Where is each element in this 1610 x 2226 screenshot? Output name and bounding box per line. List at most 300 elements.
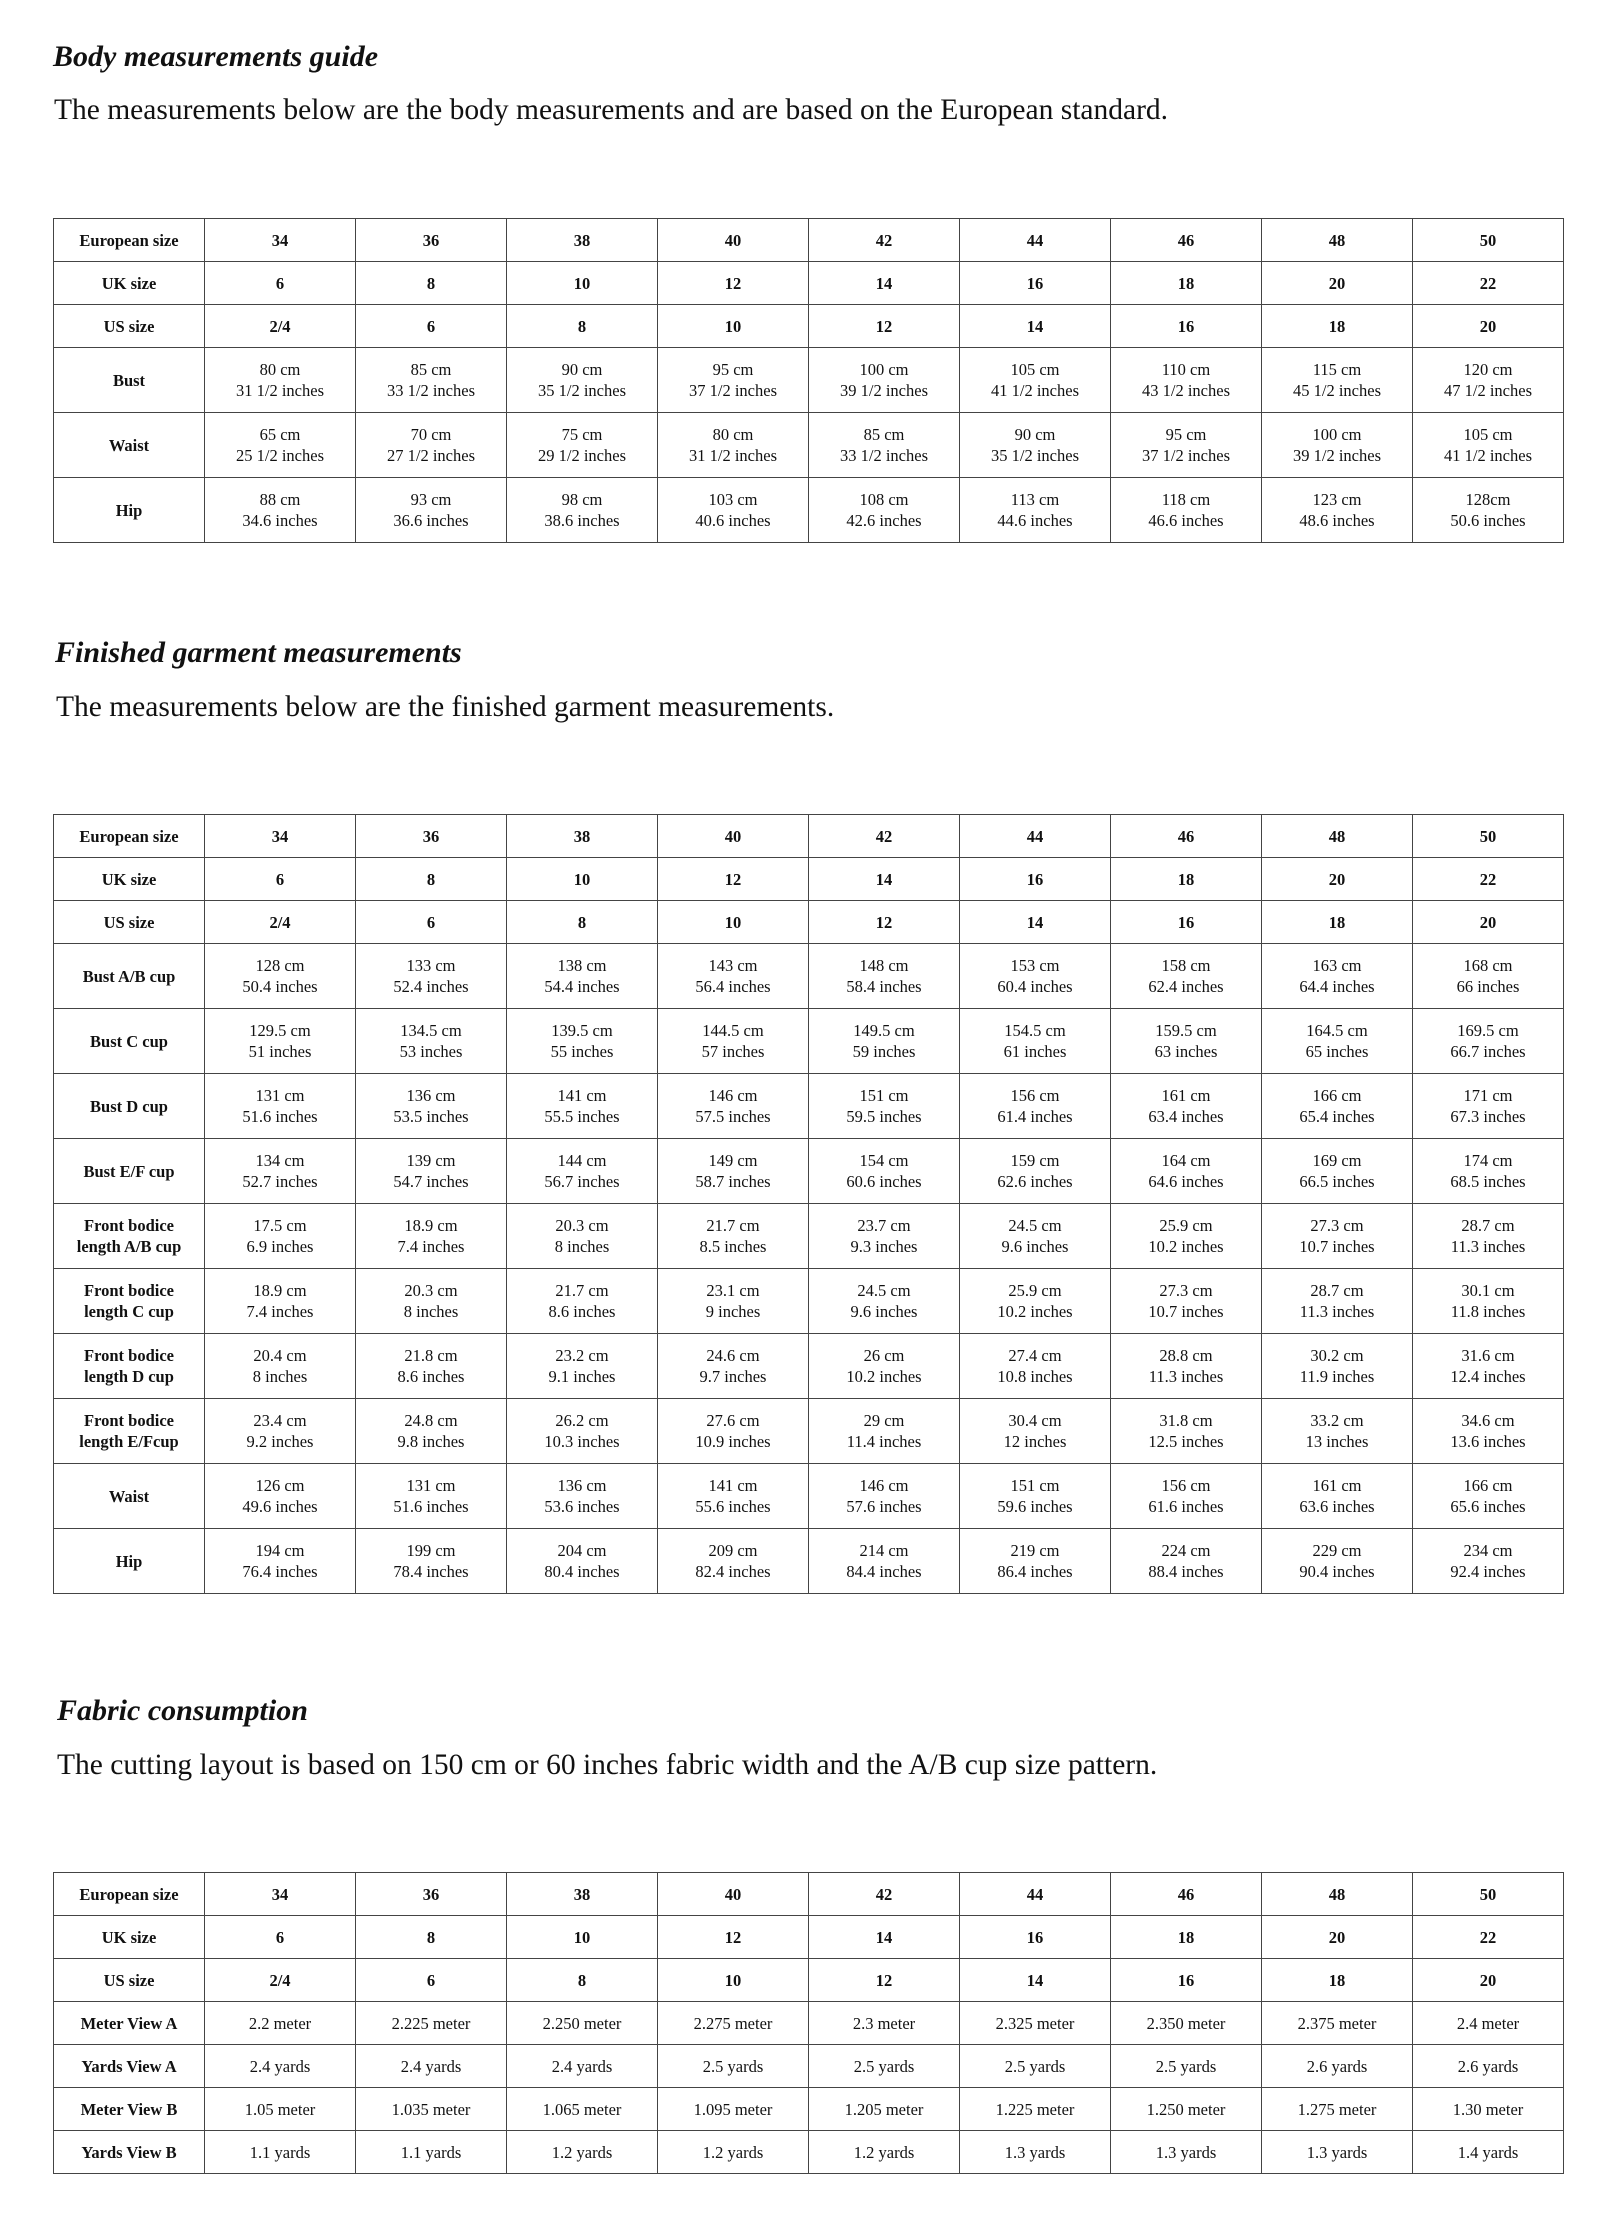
cm-value: 234 cm xyxy=(1463,1541,1513,1560)
measurement-cell xyxy=(356,478,507,543)
inch-value: 59.5 inches xyxy=(846,1107,922,1126)
measurement-cell xyxy=(658,413,809,478)
inch-value: 51 inches xyxy=(248,1042,312,1061)
size-cell: 18 xyxy=(1111,1916,1262,1959)
cm-value: 161 cm xyxy=(1312,1476,1362,1495)
size-cell: 20 xyxy=(1262,1916,1413,1959)
row-label-line: Waist xyxy=(108,435,150,455)
row-label: European size xyxy=(54,1873,205,1916)
row-label xyxy=(54,944,205,1009)
inch-value: 57.6 inches xyxy=(846,1497,922,1516)
measurement-cell xyxy=(1111,1009,1262,1074)
row-label-line: Bust xyxy=(112,370,146,390)
inch-value: 57.5 inches xyxy=(695,1107,771,1126)
inch-value: 61.4 inches xyxy=(997,1107,1073,1126)
finished-garment-table xyxy=(53,814,1564,1594)
size-cell: 14 xyxy=(809,858,960,901)
cm-value: 149 cm xyxy=(708,1151,758,1170)
size-cell: 46 xyxy=(1111,219,1262,262)
measurement-cell xyxy=(658,1009,809,1074)
cm-value: 149.5 cm xyxy=(853,1021,915,1040)
measurement-cell xyxy=(356,1399,507,1464)
cm-value: 25.9 cm xyxy=(1159,1216,1213,1235)
size-cell: 38 xyxy=(507,219,658,262)
fabric-cell: 2.6 yards xyxy=(1262,2045,1413,2088)
size-cell: 14 xyxy=(960,305,1111,348)
inch-value: 33 1/2 inches xyxy=(840,446,928,465)
cm-value: 129.5 cm xyxy=(249,1021,311,1040)
inch-value: 10.2 inches xyxy=(1148,1237,1224,1256)
fabric-cell: 2.250 meter xyxy=(507,2002,658,2045)
inch-value: 25 1/2 inches xyxy=(236,446,324,465)
size-cell: 6 xyxy=(205,1916,356,1959)
inch-value: 59 inches xyxy=(852,1042,916,1061)
cm-value: 27.6 cm xyxy=(706,1411,760,1430)
size-header-row xyxy=(54,858,1564,901)
measurement-cell xyxy=(1262,1204,1413,1269)
row-label-line: length C cup xyxy=(84,1302,174,1321)
measurement-cell xyxy=(809,1139,960,1204)
row-label: US size xyxy=(54,1959,205,2002)
cm-value: 139.5 cm xyxy=(551,1021,613,1040)
measurement-cell xyxy=(1262,1269,1413,1334)
measurement-cell xyxy=(356,1009,507,1074)
cm-value: 21.7 cm xyxy=(555,1281,609,1300)
measurement-cell xyxy=(809,413,960,478)
cm-value: 25.9 cm xyxy=(1008,1281,1062,1300)
inch-value: 35 1/2 inches xyxy=(538,381,626,400)
cm-value: 24.5 cm xyxy=(857,1281,911,1300)
size-cell: 34 xyxy=(205,1873,356,1916)
inch-value: 35 1/2 inches xyxy=(991,446,1079,465)
fabric-cell: 2.5 yards xyxy=(658,2045,809,2088)
cm-value: 28.8 cm xyxy=(1159,1346,1213,1365)
size-header-row xyxy=(54,1873,1564,1916)
inch-value: 41 1/2 inches xyxy=(991,381,1079,400)
inch-value: 45 1/2 inches xyxy=(1293,381,1381,400)
inch-value: 42.6 inches xyxy=(846,511,922,530)
size-cell: 6 xyxy=(356,305,507,348)
cm-value: 148 cm xyxy=(859,956,909,975)
cm-value: 168 cm xyxy=(1463,956,1513,975)
cm-value: 229 cm xyxy=(1312,1541,1362,1560)
measurement-cell xyxy=(1262,1009,1413,1074)
cm-value: 28.7 cm xyxy=(1310,1281,1364,1300)
cm-value: 26 cm xyxy=(863,1346,905,1365)
row-label xyxy=(54,1074,205,1139)
measurement-cell xyxy=(809,1529,960,1594)
row-label-line: Bust E/F cup xyxy=(83,1161,175,1181)
fabric-cell: 2.6 yards xyxy=(1413,2045,1564,2088)
measurement-cell xyxy=(507,478,658,543)
inch-value: 31 1/2 inches xyxy=(689,446,777,465)
cm-value: 163 cm xyxy=(1312,956,1362,975)
cm-value: 123 cm xyxy=(1312,490,1362,509)
cm-value: 159.5 cm xyxy=(1155,1021,1217,1040)
measurement-cell xyxy=(205,944,356,1009)
inch-value: 33 1/2 inches xyxy=(387,381,475,400)
cm-value: 128 cm xyxy=(255,956,305,975)
size-cell: 38 xyxy=(507,1873,658,1916)
size-cell: 8 xyxy=(507,305,658,348)
cm-value: 108 cm xyxy=(859,490,909,509)
measurement-cell xyxy=(1413,478,1564,543)
size-cell: 2/4 xyxy=(205,901,356,944)
fabric-consumption-table xyxy=(53,1872,1564,2174)
row-label xyxy=(54,348,205,413)
measurement-cell xyxy=(507,1464,658,1529)
cm-value: 164 cm xyxy=(1161,1151,1211,1170)
inch-value: 58.7 inches xyxy=(695,1172,771,1191)
cm-value: 131 cm xyxy=(406,1476,456,1495)
fabric-cell: 1.4 yards xyxy=(1413,2131,1564,2174)
cm-value: 154 cm xyxy=(859,1151,909,1170)
cm-value: 100 cm xyxy=(1312,425,1362,444)
measurement-cell xyxy=(658,1464,809,1529)
inch-value: 86.4 inches xyxy=(997,1562,1073,1581)
body-measurements-heading: Body measurements guide xyxy=(53,40,379,73)
inch-value: 31 1/2 inches xyxy=(236,381,324,400)
cm-value: 133 cm xyxy=(406,956,456,975)
inch-value: 9.8 inches xyxy=(397,1432,465,1451)
cm-value: 120 cm xyxy=(1463,360,1513,379)
inch-value: 9.2 inches xyxy=(246,1432,314,1451)
measurement-cell xyxy=(960,1334,1111,1399)
cm-value: 159 cm xyxy=(1010,1151,1060,1170)
size-cell: 48 xyxy=(1262,219,1413,262)
measurement-cell xyxy=(1413,1464,1564,1529)
cm-value: 169.5 cm xyxy=(1457,1021,1519,1040)
size-cell: 38 xyxy=(507,815,658,858)
measurement-cell xyxy=(960,1269,1111,1334)
size-cell: 12 xyxy=(809,901,960,944)
cm-value: 27.3 cm xyxy=(1159,1281,1213,1300)
row-label-line: Front bodice xyxy=(84,1216,174,1235)
cm-value: 166 cm xyxy=(1312,1086,1362,1105)
fabric-cell: 2.4 meter xyxy=(1413,2002,1564,2045)
cm-value: 30.4 cm xyxy=(1008,1411,1062,1430)
cm-value: 169 cm xyxy=(1312,1151,1362,1170)
measurement-cell xyxy=(960,1139,1111,1204)
cm-value: 153 cm xyxy=(1010,956,1060,975)
measurement-cell xyxy=(205,1074,356,1139)
inch-value: 11.3 inches xyxy=(1148,1367,1224,1386)
cm-value: 199 cm xyxy=(406,1541,456,1560)
size-cell: 42 xyxy=(809,1873,960,1916)
cm-value: 21.7 cm xyxy=(706,1216,760,1235)
row-label xyxy=(54,1009,205,1074)
size-cell: 6 xyxy=(205,858,356,901)
measurement-cell xyxy=(1111,1204,1262,1269)
measurement-cell xyxy=(356,944,507,1009)
size-cell: 14 xyxy=(809,1916,960,1959)
row-label-line: length A/B cup xyxy=(76,1237,182,1256)
measurement-cell xyxy=(205,1204,356,1269)
measurement-cell xyxy=(356,413,507,478)
inch-value: 52.7 inches xyxy=(242,1172,318,1191)
measurement-cell xyxy=(205,413,356,478)
measurement-cell xyxy=(960,478,1111,543)
size-cell: 2/4 xyxy=(205,1959,356,2002)
row-label xyxy=(54,1204,205,1269)
cm-value: 20.3 cm xyxy=(404,1281,458,1300)
measurement-cell xyxy=(1262,1399,1413,1464)
size-cell: 50 xyxy=(1413,1873,1564,1916)
inch-value: 11.8 inches xyxy=(1450,1302,1526,1321)
size-cell: 50 xyxy=(1413,815,1564,858)
size-cell: 16 xyxy=(1111,901,1262,944)
row-label-line: Hip xyxy=(115,1551,143,1571)
size-cell: 6 xyxy=(356,901,507,944)
row-label-line: Bust D cup xyxy=(90,1096,168,1116)
size-cell: 34 xyxy=(205,815,356,858)
cm-value: 209 cm xyxy=(708,1541,758,1560)
cm-value: 134.5 cm xyxy=(400,1021,462,1040)
inch-value: 39 1/2 inches xyxy=(840,381,928,400)
row-label xyxy=(54,1139,205,1204)
measurement-cell xyxy=(507,413,658,478)
size-cell: 44 xyxy=(960,815,1111,858)
measurement-cell xyxy=(507,1139,658,1204)
inch-value: 64.4 inches xyxy=(1299,977,1375,996)
row-label-line: Front bodice xyxy=(84,1281,174,1300)
measurement-row xyxy=(54,1464,1564,1529)
inch-value: 61.6 inches xyxy=(1148,1497,1224,1516)
cm-value: 118 cm xyxy=(1161,490,1211,509)
size-cell: 10 xyxy=(658,305,809,348)
measurement-cell xyxy=(960,413,1111,478)
row-label: Yards View A xyxy=(54,2045,205,2088)
inch-value: 11.3 inches xyxy=(1299,1302,1375,1321)
inch-value: 62.4 inches xyxy=(1148,977,1224,996)
inch-value: 51.6 inches xyxy=(393,1497,469,1516)
fabric-cell: 1.2 yards xyxy=(658,2131,809,2174)
measurement-cell xyxy=(1413,1399,1564,1464)
row-label-line: length D cup xyxy=(84,1367,174,1386)
inch-value: 53.5 inches xyxy=(393,1107,469,1126)
cm-value: 100 cm xyxy=(859,360,909,379)
inch-value: 12.5 inches xyxy=(1148,1432,1224,1451)
cm-value: 27.3 cm xyxy=(1310,1216,1364,1235)
measurement-cell xyxy=(1111,478,1262,543)
fabric-cell: 2.5 yards xyxy=(1111,2045,1262,2088)
measurement-cell xyxy=(809,1009,960,1074)
size-cell: 18 xyxy=(1262,1959,1413,2002)
inch-value: 66.7 inches xyxy=(1450,1042,1526,1061)
size-cell: 2/4 xyxy=(205,305,356,348)
cm-value: 219 cm xyxy=(1010,1541,1060,1560)
body-measurements-table xyxy=(53,218,1564,543)
size-header-row xyxy=(54,305,1564,348)
fabric-cell: 1.2 yards xyxy=(507,2131,658,2174)
cm-value: 105 cm xyxy=(1463,425,1513,444)
size-cell: 8 xyxy=(356,1916,507,1959)
cm-value: 141 cm xyxy=(557,1086,607,1105)
size-cell: 18 xyxy=(1262,901,1413,944)
cm-value: 110 cm xyxy=(1161,360,1211,379)
inch-value: 59.6 inches xyxy=(997,1497,1073,1516)
inch-value: 41 1/2 inches xyxy=(1444,446,1532,465)
cm-value: 23.1 cm xyxy=(706,1281,760,1300)
fabric-cell: 2.350 meter xyxy=(1111,2002,1262,2045)
size-cell: 46 xyxy=(1111,1873,1262,1916)
measurement-cell xyxy=(507,1529,658,1594)
inch-value: 64.6 inches xyxy=(1148,1172,1224,1191)
inch-value: 50.6 inches xyxy=(1450,511,1526,530)
measurement-cell xyxy=(658,1399,809,1464)
inch-value: 63.4 inches xyxy=(1148,1107,1224,1126)
measurement-cell xyxy=(809,1399,960,1464)
inch-value: 11.3 inches xyxy=(1450,1237,1526,1256)
row-label-line: Hip xyxy=(115,500,143,520)
measurement-cell xyxy=(960,1529,1111,1594)
row-label-line: Front bodice xyxy=(84,1346,174,1365)
measurement-cell xyxy=(960,1204,1111,1269)
size-cell: 12 xyxy=(809,305,960,348)
row-label xyxy=(54,1399,205,1464)
measurement-cell xyxy=(205,348,356,413)
inch-value: 92.4 inches xyxy=(1450,1562,1526,1581)
size-cell: 22 xyxy=(1413,858,1564,901)
measurement-cell xyxy=(658,1334,809,1399)
measurement-cell xyxy=(658,1269,809,1334)
size-cell: 42 xyxy=(809,815,960,858)
cm-value: 144.5 cm xyxy=(702,1021,764,1040)
measurement-cell xyxy=(205,1399,356,1464)
inch-value: 8 inches xyxy=(554,1237,610,1256)
row-label: UK size xyxy=(54,858,205,901)
cm-value: 80 cm xyxy=(712,425,754,444)
fabric-consumption-intro: The cutting layout is based on 150 cm or 60 inches fabric width and the A/B cup size pattern. xyxy=(57,1749,1158,1781)
cm-value: 26.2 cm xyxy=(555,1411,609,1430)
cm-value: 85 cm xyxy=(863,425,905,444)
cm-value: 138 cm xyxy=(557,956,607,975)
measurement-cell xyxy=(507,1399,658,1464)
cm-value: 139 cm xyxy=(406,1151,456,1170)
inch-value: 12.4 inches xyxy=(1450,1367,1526,1386)
fabric-cell: 1.30 meter xyxy=(1413,2088,1564,2131)
cm-value: 20.4 cm xyxy=(253,1346,307,1365)
inch-value: 10.8 inches xyxy=(997,1367,1073,1386)
cm-value: 30.1 cm xyxy=(1461,1281,1515,1300)
inch-value: 52.4 inches xyxy=(393,977,469,996)
cm-value: 113 cm xyxy=(1010,490,1060,509)
measurement-cell xyxy=(960,348,1111,413)
cm-value: 131 cm xyxy=(255,1086,305,1105)
measurement-cell xyxy=(960,1464,1111,1529)
fabric-cell: 2.4 yards xyxy=(507,2045,658,2088)
fabric-cell: 1.275 meter xyxy=(1262,2088,1413,2131)
inch-value: 61 inches xyxy=(1003,1042,1067,1061)
inch-value: 88.4 inches xyxy=(1148,1562,1224,1581)
inch-value: 9.6 inches xyxy=(850,1302,918,1321)
cm-value: 30.2 cm xyxy=(1310,1346,1364,1365)
inch-value: 66 inches xyxy=(1456,977,1520,996)
fabric-cell: 1.3 yards xyxy=(1262,2131,1413,2174)
size-cell: 6 xyxy=(356,1959,507,2002)
size-cell: 16 xyxy=(1111,1959,1262,2002)
cm-value: 93 cm xyxy=(410,490,452,509)
measurement-cell xyxy=(356,1464,507,1529)
measurement-cell xyxy=(205,1529,356,1594)
measurement-cell xyxy=(1111,348,1262,413)
measurement-cell xyxy=(809,1334,960,1399)
measurement-cell xyxy=(960,944,1111,1009)
fabric-cell: 1.1 yards xyxy=(205,2131,356,2174)
inch-value: 80.4 inches xyxy=(544,1562,620,1581)
fabric-cell: 2.2 meter xyxy=(205,2002,356,2045)
size-cell: 10 xyxy=(507,858,658,901)
measurement-cell xyxy=(960,1074,1111,1139)
inch-value: 38.6 inches xyxy=(544,511,620,530)
inch-value: 90.4 inches xyxy=(1299,1562,1375,1581)
inch-value: 10.2 inches xyxy=(997,1302,1073,1321)
cm-value: 70 cm xyxy=(410,425,452,444)
size-cell: 16 xyxy=(960,262,1111,305)
size-cell: 12 xyxy=(658,858,809,901)
fabric-cell: 1.1 yards xyxy=(356,2131,507,2174)
size-cell: 12 xyxy=(658,262,809,305)
measurement-cell xyxy=(1262,1529,1413,1594)
cm-value: 17.5 cm xyxy=(253,1216,307,1235)
inch-value: 7.4 inches xyxy=(246,1302,314,1321)
measurement-cell xyxy=(1262,1139,1413,1204)
fabric-cell: 2.4 yards xyxy=(205,2045,356,2088)
inch-value: 60.4 inches xyxy=(997,977,1073,996)
fabric-cell: 1.05 meter xyxy=(205,2088,356,2131)
fabric-cell: 2.5 yards xyxy=(960,2045,1111,2088)
inch-value: 60.6 inches xyxy=(846,1172,922,1191)
measurement-cell xyxy=(356,1204,507,1269)
inch-value: 84.4 inches xyxy=(846,1562,922,1581)
size-cell: 14 xyxy=(809,262,960,305)
measurement-row xyxy=(54,1204,1564,1269)
cm-value: 151 cm xyxy=(1010,1476,1060,1495)
cm-value: 24.5 cm xyxy=(1008,1216,1062,1235)
size-cell: 10 xyxy=(507,1916,658,1959)
row-label xyxy=(54,1529,205,1594)
fabric-cell: 1.3 yards xyxy=(960,2131,1111,2174)
measurement-cell xyxy=(356,1529,507,1594)
fabric-consumption-heading: Fabric consumption xyxy=(57,1694,308,1727)
measurement-cell xyxy=(658,348,809,413)
cm-value: 136 cm xyxy=(406,1086,456,1105)
measurement-cell xyxy=(356,1334,507,1399)
cm-value: 95 cm xyxy=(1165,425,1207,444)
inch-value: 27 1/2 inches xyxy=(387,446,475,465)
cm-value: 156 cm xyxy=(1010,1086,1060,1105)
size-cell: 22 xyxy=(1413,1916,1564,1959)
measurement-cell xyxy=(960,1399,1111,1464)
size-cell: 36 xyxy=(356,1873,507,1916)
fabric-cell: 1.095 meter xyxy=(658,2088,809,2131)
measurement-row xyxy=(54,478,1564,543)
finished-garment-intro: The measurements below are the finished garment measurements. xyxy=(56,691,835,723)
row-label-line: Bust C cup xyxy=(90,1031,168,1051)
measurement-cell xyxy=(1262,1074,1413,1139)
measurement-cell xyxy=(1413,413,1564,478)
inch-value: 39 1/2 inches xyxy=(1293,446,1381,465)
row-label-line: Bust A/B cup xyxy=(82,966,176,986)
row-label: UK size xyxy=(54,262,205,305)
inch-value: 54.4 inches xyxy=(544,977,620,996)
inch-value: 55.6 inches xyxy=(695,1497,771,1516)
measurement-cell xyxy=(658,1074,809,1139)
cm-value: 105 cm xyxy=(1010,360,1060,379)
inch-value: 56.7 inches xyxy=(544,1172,620,1191)
row-label xyxy=(54,1334,205,1399)
inch-value: 56.4 inches xyxy=(695,977,771,996)
